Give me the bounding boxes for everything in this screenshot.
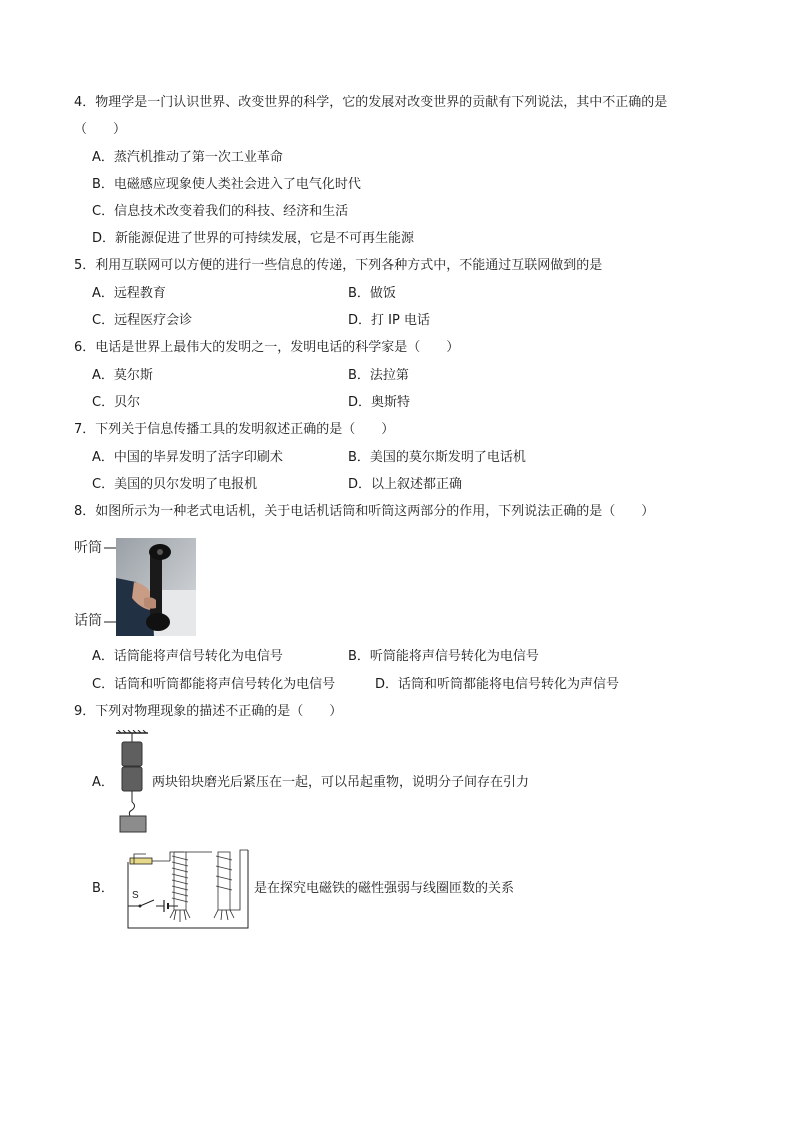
receiver-label: 听筒 [74, 540, 102, 556]
question-6-option-a[interactable]: A．莫尔斯 [92, 368, 153, 383]
question-7-option-c[interactable]: C．美国的贝尔发明了电报机 [92, 477, 258, 492]
question-8-stem: 8．如图所示为一种老式电话机，关于电话机话筒和听筒这两部分的作用，下列说法正确的是（ ） [74, 504, 655, 519]
question-4-answer-blank: （ ） [74, 122, 127, 137]
question-7-option-b[interactable]: B．美国的莫尔斯发明了电话机 [348, 450, 526, 465]
question-7-option-d[interactable]: D．以上叙述都正确 [348, 477, 463, 492]
question-9-option-a-letter[interactable]: A． [92, 775, 114, 790]
question-5-stem: 5．利用互联网可以方便的进行一些信息的传递，下列各种方式中，不能通过互联网做到的是 [74, 258, 603, 273]
question-7-option-a[interactable]: A．中国的毕昇发明了活字印刷术 [92, 450, 283, 465]
lead-blocks-figure [114, 730, 150, 834]
question-9-stem: 9．下列对物理现象的描述不正确的是（ ） [74, 704, 343, 719]
question-6-stem: 6．电话是世界上最伟大的发明之一，发明电话的科学家是（ ） [74, 340, 460, 355]
question-9-option-a-text: 两块铅块磨光后紧压在一起，可以吊起重物，说明分子间存在引力 [152, 775, 530, 790]
question-4-option-b[interactable]: B．电磁感应现象使人类社会进入了电气化时代 [92, 177, 361, 192]
question-8-option-b[interactable]: B．听筒能将声信号转化为电信号 [348, 649, 539, 664]
question-9-option-b-letter[interactable]: B． [92, 881, 114, 896]
microphone-label: 话筒 [74, 613, 102, 629]
question-6-option-b[interactable]: B．法拉第 [348, 368, 409, 383]
question-4-option-a[interactable]: A．蒸汽机推动了第一次工业革命 [92, 150, 283, 165]
question-4-option-d[interactable]: D．新能源促进了世界的可持续发展，它是不可再生能源 [92, 231, 415, 246]
question-6-option-c[interactable]: C．贝尔 [92, 395, 141, 410]
question-8-option-a[interactable]: A．话筒能将声信号转化为电信号 [92, 649, 283, 664]
question-5-option-b[interactable]: B．做饭 [348, 286, 396, 301]
question-5-option-a[interactable]: A．远程教育 [92, 286, 166, 301]
question-5-option-c[interactable]: C．远程医疗会诊 [92, 313, 193, 328]
question-8-option-c[interactable]: C．话筒和听筒都能将声信号转化为电信号 [92, 677, 336, 692]
question-5-option-d[interactable]: D．打 IP 电话 [348, 313, 430, 328]
electromagnet-circuit-figure [122, 848, 252, 932]
question-4-option-c[interactable]: C．信息技术改变着我们的科技、经济和生活 [92, 204, 349, 219]
telephone-handset-photo [116, 538, 196, 636]
switch-label: S [132, 890, 139, 901]
question-4-stem: 4．物理学是一门认识世界、改变世界的科学，它的发展对改变世界的贡献有下列说法，其中不正确的是 [74, 95, 668, 110]
question-6-option-d[interactable]: D．奥斯特 [348, 395, 411, 410]
question-7-stem: 7．下列关于信息传播工具的发明叙述正确的是（ ） [74, 422, 395, 437]
question-9-option-b-text: 是在探究电磁铁的磁性强弱与线圈匝数的关系 [254, 881, 515, 896]
question-8-option-d[interactable]: D．话筒和听筒都能将电信号转化为声信号 [375, 677, 620, 692]
